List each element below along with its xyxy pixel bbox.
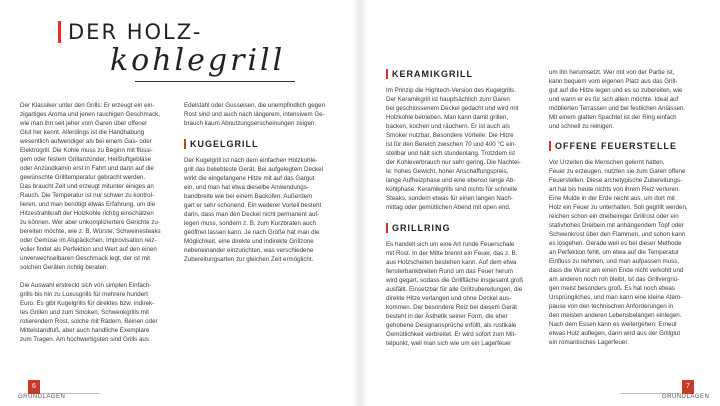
title-accent-bar <box>58 21 61 43</box>
paragraph: Die Auswahl erstreckt sich von simplen Einfach- grills bis hin zu Luxusgrills für mehrere hundert Euro. Es gibt Kugelgrills für direktes bzw. indirek- tes Grillen und zum Smoken, Schwenkgrills mit rotierendem Rost, solche mit Rädern, Beinen oder Mittelstandfuß, aber auch handliche Exemplare zum Tragen. Am hochwertigsten sind Grills aus <box>20 282 158 343</box>
paragraph: Im Prinzip die Hightech-Version des Kugelgrills. Der Keramikgrill ist hauptsächlich zum Garen bei geschlossenem Deckel gedacht und wird mit Holzkohle betrieben. Man kann damit grillen, backen, kochen und räuchern. Er ist auch als Smoker nutzbar. Besondere Vorteile: Die Hitze ist für den Bereich zwischen 70 und 400 °C ein- stellbar und hält sich stundenlang. Trotzdem ist der Kohleverbrauch nur sehr gering. Die Nachtei- le: hohes Gewicht, hoher Anschaffungspreis, lange Aufheizphase und eine ebenso lange Ab- kühlphase. Keramikgrills sind nichts für schnelle Steaks, sondern etwas für einen langen Nach- mittag oder gemütlichen Abend mit open end. <box>386 87 521 211</box>
book-gutter <box>352 0 368 406</box>
footer-label-left: GRUNDLAGEN <box>18 394 66 400</box>
right-column-2 <box>549 68 701 347</box>
heading-text: KERAMIKGRILL <box>392 69 473 79</box>
heading-accent-bar <box>184 139 186 149</box>
heading-accent-bar <box>386 223 388 233</box>
heading-accent-bar <box>549 141 551 151</box>
paragraph: Vor Urzeiten die Menschen gelernt hatten, Feuer zu erzeugen, nutzten sie zum Garen offene Feuerstellen. Diese archetypische Zubereitungs- art hat bis heute nichts von ihrem Reiz verloren. Eine Mulde in der Erde reicht aus, um dort mit Holz ein Feuer zu unterhalten. Soll gegrillt werden, reichen schon ein dreibeiniger Grillrost oder ein stativhohes Dreibein mit anhängendem Topf oder Schwenkrost über den Flammen, und schon kann es losgehen. Gerade weil es bei dieser Methode an Perfektion fehlt, um etwa auf die Temperatur Einfluss zu nehmen, und man aufpassen muss, dass die Wurst am einen Ende nicht verkohlt und am anderen noch roh bleibt, ist das Grillvergnü- gen meist besonders groß. Es hat noch etwas Ursprüngliches, und man kann eine kleine Atem- pause von den technischen Anforderungen in den meisten anderen Lebensbelangen einlegen. Nach dem Essen kann es weitergehen: Erneut etwas Holz auflegen, dann wird aus der Grillglut ein romantisches Lagerfeuer. <box>549 159 688 346</box>
paragraph: Der Kugelgrill ist nach dem einfachen Holzkohle- grill das beliebteste Gerät. Bei aufgelegtem Deckel wirkt die eingefangene Hitze mit auf das Gargut ein, und man hat etwa dieselbe Anwendungs- bandbreite wie bei einem Backofen. Außerdem gart er sehr schonend. Ein weiterer Vorteil besteht darin, dass man den Deckel nicht permanent auf- legen muss, sondern z. B. zum Kurzbraten auch geöffnet lassen kann. Je nach Größe hat man die Möglichkeit, eine direkte und indirekte Grillzone nebeneinander einzurichten, was verschiedene Zubereitungsarten zur gleichen Zeit ermöglicht. <box>184 157 323 263</box>
page-title-line2: kohlegrill <box>110 43 286 78</box>
title-underline <box>135 81 295 82</box>
footer-label-right: GRUNDLAGEN <box>662 394 710 400</box>
paragraph: um ihn herumsetzt. Wer mit von der Partie ist, kann bequem vom eigenen Platz aus das Grill- gut auf die Hitze legen und es so zubereiten, wie und wann er es für sich allein möchte. Ideal auf möblierten Terrassen und bei festlichen Anlässen. Mit einem glatten Spachtel ist der Ring einfach und schnell zu reinigen. <box>549 69 686 130</box>
heading-accent-bar <box>386 69 388 79</box>
heading-text: GRILLRING <box>392 223 451 233</box>
section-heading-grillring <box>386 222 538 234</box>
left-column-1 <box>20 101 172 344</box>
page-number-right: 7 <box>682 380 694 394</box>
paragraph: Edelstahl oder Gusseisen, die unempfindlich gegen Rost sind und auch nach längerem, intensivem Ge- brauch kaum Abnutzungserscheinungen zeigen. <box>184 102 326 127</box>
right-column-1 <box>386 68 538 348</box>
heading-text: KUGELGRILL <box>190 139 259 149</box>
paragraph: Der Klassiker unter den Grills: Er erzeugt ein ein- zigartiges Aroma und jenen rauchigen Geschmack, wie man ihn seit jeher vom Garen über offener Glut her kennt. Allerdings ist die Handhabung wesentlich aufwendiger als bei einem Gas- oder Elektrogrill. Die Kohle muss zu Beginn mit flüssi- gem oder festem Grillanzünder, Heißluftgebläse oder Anzündkamin erst in Fahrt und dann auf die gewünschte Grilltemperatur gebracht werden. Das braucht Zeit und erzeugt mitunter einiges an Rauch. Die Temperatur ist nur schwer zu kontrol- lieren, und man benötigt etwas Erfahrung, um die Hitzestrahlkraft der Holzkohle richtig einschätzen zu können. Wer aber unkompliziertere Gerichte zu- bereiten möchte, wie z. B. Würste, Schweinesteaks oder Gemüse im Alupäckchen, Improvisation reiz- voller findet als Perfektion und Wert auf den einen unverwechselbaren Geschmack legt, der ist mit solchen Geräten richtig beraten. <box>20 102 161 271</box>
paragraph: Es handelt sich um eine Art runde Feuerschale mit Rost. In der Mitte brennt ein Feuer, das z. B. aus Holzscheiten bestehen kann. Auf dem etwa fensterbankbreiten Rund um das Feuer herum wird gegart, sodass die Grillfläche insgesamt groß ausfällt. Einsetzbar für alle Grillzubereitungen, die direkte Hitze verlangen und ohne Deckel aus- kommen. Der besondere Reiz bei diesem Gerät besteht in der Ästhetik seiner Form, die eher gehobene Designansprüche erfüllt, als rustikale Gemütlichkeit verbreitet. Er wird sofort zum Mit- telpunkt, weil man sich wie um ein Lagerfeuer <box>386 241 524 347</box>
page-number-left: 6 <box>28 380 40 394</box>
left-column-2 <box>184 101 336 264</box>
page-title-line1: DER HOLZ- <box>68 20 203 44</box>
heading-text: OFFENE FEUERSTELLE <box>555 141 678 151</box>
section-heading-kugelgrill <box>184 138 336 150</box>
section-heading-offene-feuerstelle <box>549 140 701 152</box>
section-heading-keramikgrill <box>386 68 538 80</box>
